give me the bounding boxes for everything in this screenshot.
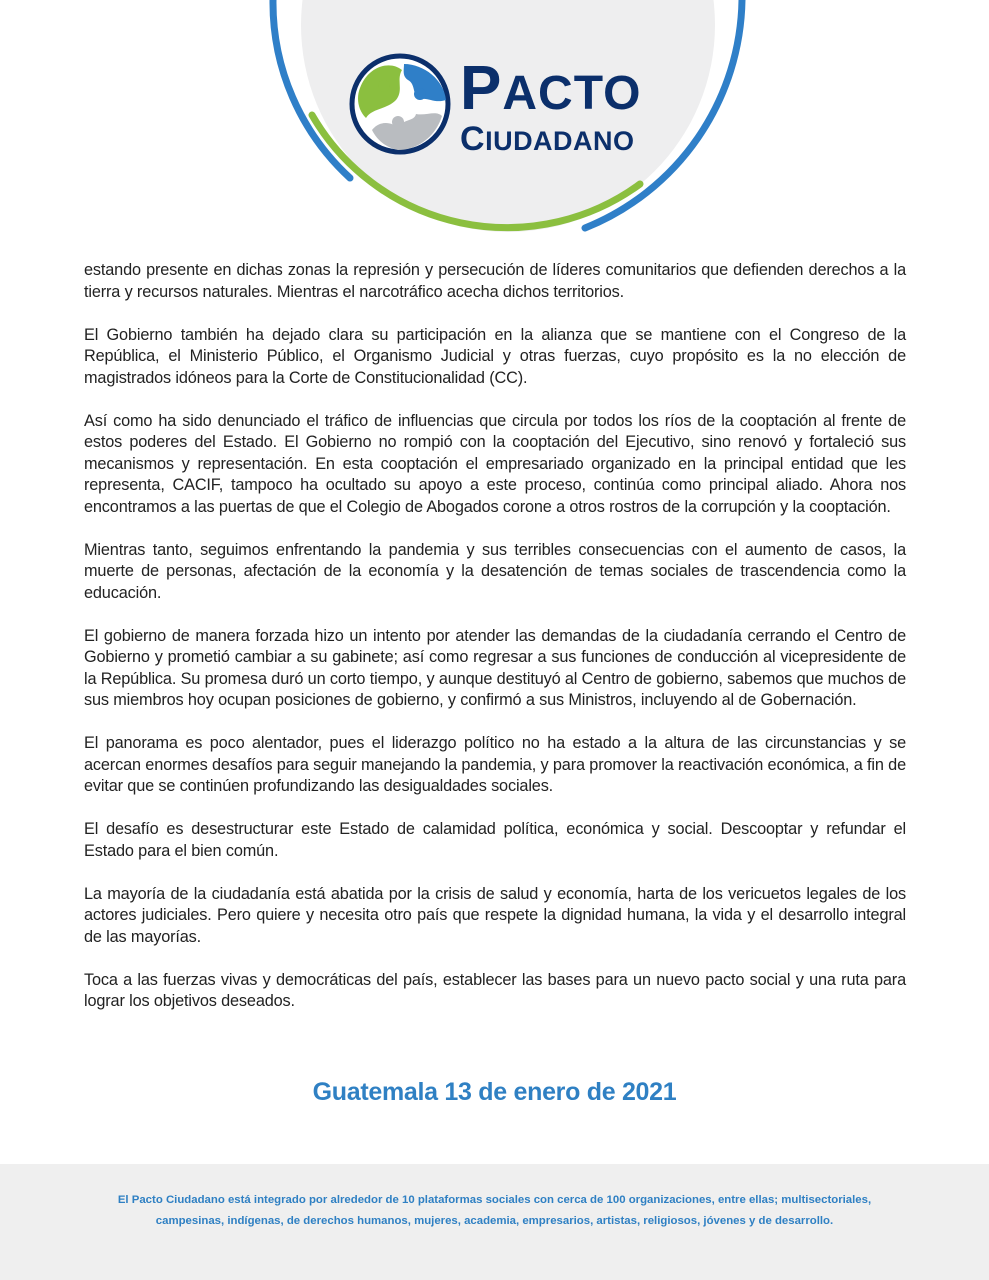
paragraph: El desafío es desestructurar este Estado de calamidad política, económica y social. Descooptar y refundar el Estado para el bien común. [84, 820, 906, 860]
footer-text [90, 1190, 899, 1232]
paragraph: El Gobierno también ha dejado clara su participación en la alianza que se mantiene con el Congreso de la República, el Ministerio Público, el Organismo Judicial y otras fuerzas, cuyo propósito es la no elección de magistrados idóneos para la Corte de Constitucionalidad (CC). [84, 325, 906, 387]
footer-line-2: campesinas, indígenas, de derechos humanos, mujeres, academia, empresarios, artistas, religiosos, jóvenes y de desarrollo. [155, 1215, 834, 1227]
logo-ciudadano-initial: C [460, 120, 486, 158]
statement-body [84, 260, 906, 1034]
footer-line-1: El Pacto Ciudadano está integrado por alrededor de 10 plataformas sociales con cerca de 100 organizaciones, entre ellas; multisectoriales, [117, 1194, 872, 1206]
logo-pacto-initial: P [460, 54, 503, 123]
header [0, 0, 989, 240]
logo-line-pacto [460, 54, 642, 123]
paragraph: Toca a las fuerzas vivas y democráticas del país, establecer las bases para un nuevo pacto social y una ruta para lograr los objetivos deseados. [84, 970, 906, 1010]
paragraph: El panorama es poco alentador, pues el liderazgo político no ha estado a la altura de las circunstancias y se acercan enormes desafíos para seguir manejando la pandemia, y para promover la reactivación económica, a fin de evitar que se continúen profundizando las desigualdades sociales. [84, 734, 906, 795]
paragraph: La mayoría de la ciudadanía está abatida por la crisis de salud y economía, harta de los vericuetos legales de los actores judiciales. Pero quiere y necesita otro país que respete la dignidad humana, la vida y el desarrollo integral de las mayorías. [84, 884, 906, 946]
date-line: Guatemala 13 de enero de 2021 [312, 1078, 677, 1106]
logo-ciudadano-rest: IUDADANO [485, 126, 635, 156]
paragraph: Así como ha sido denunciado el tráfico de influencias que circula por todos los ríos de la cooptación al frente de estos poderes del Estado. El Gobierno no rompió con la cooptación del Ejecutivo, sino renovó y fortaleció sus mecanismos y representación. En esta cooptación el empresariado organizado en la principal entidad que les representa, CACIF, tampoco ha ocultado su apoyo a este proceso, continúa como principal aliado. Ahora nos encontramos a las puertas de que el Colegio de Abogados corone a otros rostros de la corrupción y la cooptación. [84, 411, 906, 516]
footer [0, 1164, 989, 1280]
pacto-ciudadano-globe-icon [352, 56, 448, 152]
logo-pacto-rest: ACTO [502, 67, 642, 120]
paragraph: estando presente en dichas zonas la represión y persecución de líderes comunitarios que defienden derechos a la tierra y recursos naturales. Mientras el narcotráfico acecha dichos territorios. [84, 261, 906, 301]
logo-wordmark [460, 54, 642, 158]
paragraph: El gobierno de manera forzada hizo un intento por atender las demandas de la ciudadanía cerrando el Centro de Gobierno y prometió cambiar a su gabinete; así como regresar a sus funciones de conducción al vicepresidente de la República. Su promesa duró un corto tiempo, y aunque destituyó al Centro de gobierno, sabemos que muchos de sus miembros hoy ocupan posiciones de gobierno, y confirmó a sus Ministros, incluyendo al de Gobernación. [84, 626, 906, 709]
paragraph: Mientras tanto, seguimos enfrentando la pandemia y sus terribles consecuencias con el aumento de casos, la muerte de personas, afectación de la economía y la desatención de temas sociales de trascendencia como la educación. [84, 540, 906, 602]
logo-line-ciudadano [460, 122, 641, 156]
